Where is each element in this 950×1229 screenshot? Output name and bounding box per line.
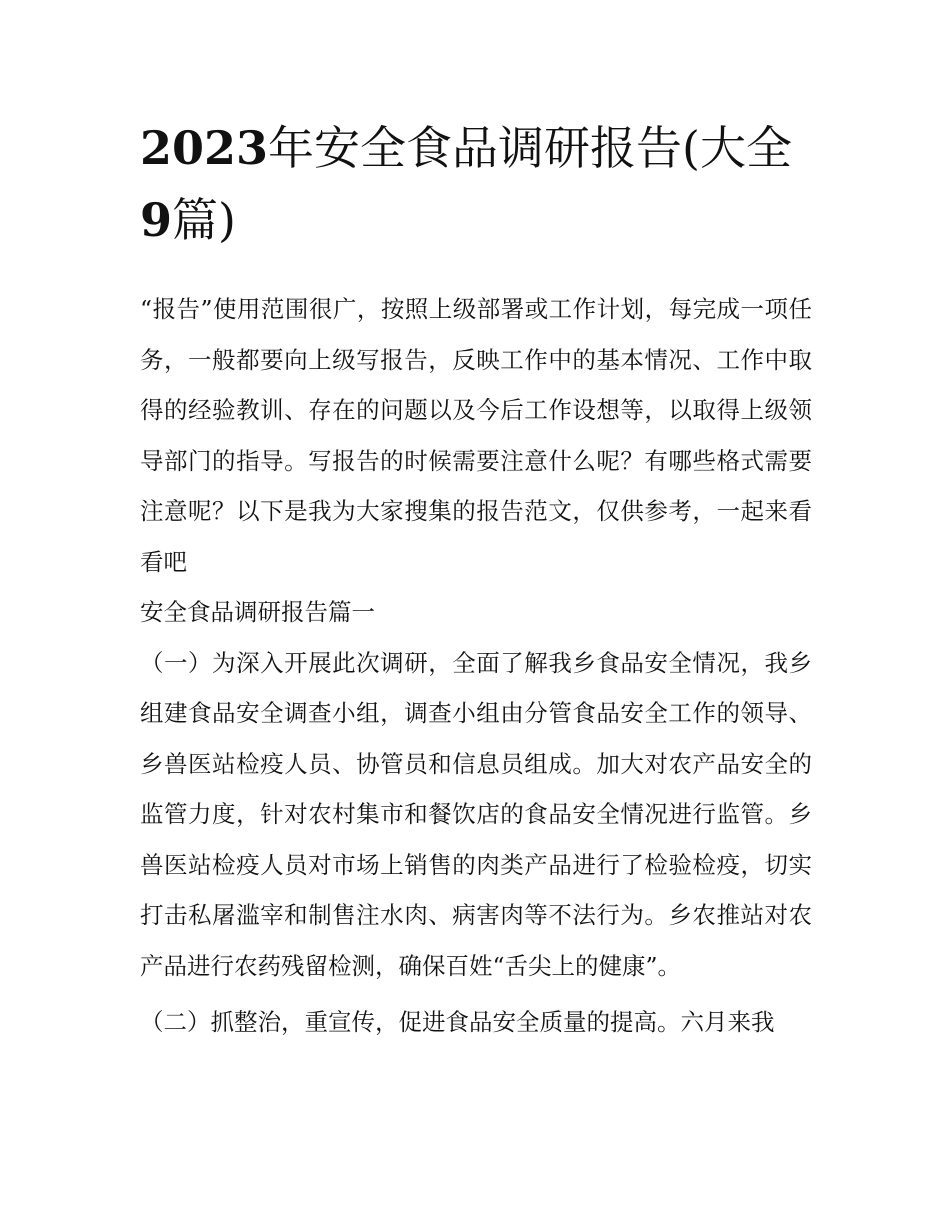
title-count: 9	[140, 193, 173, 247]
title-text: 年安全食品调研报告(大全	[268, 121, 792, 175]
section-heading: 安全食品调研报告篇一	[140, 598, 375, 626]
body-paragraph-1: （一）为深入开展此次调研，全面了解我乡食品安全情况，我乡组建食品安全调查小组，调查小组由分管食品安全工作的领导、乡兽医站检疫人员、协管员和信息员组成。加大对农产品安全的监管力度，针对农村集市和餐饮店的食品安全情况进行监管。乡兽医站检疫人员对市场上销售的肉类产品进行了检验检疫，切实打击私屠滥宰和制售注水肉、病害肉等不法行为。乡农推站对农产品进行农药残留检测，确保百姓“舌尖上的健康”。	[140, 648, 812, 980]
document-body	[140, 112, 812, 1048]
body-paragraph-2: （二）抓整治，重宣传，促进食品安全质量的提高。六月来我	[140, 1008, 775, 1036]
title-suffix: 篇)	[172, 193, 236, 247]
title-year: 2023	[140, 121, 269, 175]
intro-paragraph: “报告”使用范围很广，按照上级部署或工作计划，每完成一项任务，一般都要向上级写报告，反映工作中的基本情况、工作中取得的经验教训、存在的问题以及今后工作设想等，以取得上级领导部门的指导。写报告的时候需要注意什么呢？有哪些格式需要注意呢？以下是我为大家搜集的报告范文，仅供参考，一起来看看吧	[140, 295, 812, 576]
document-title	[140, 112, 812, 256]
